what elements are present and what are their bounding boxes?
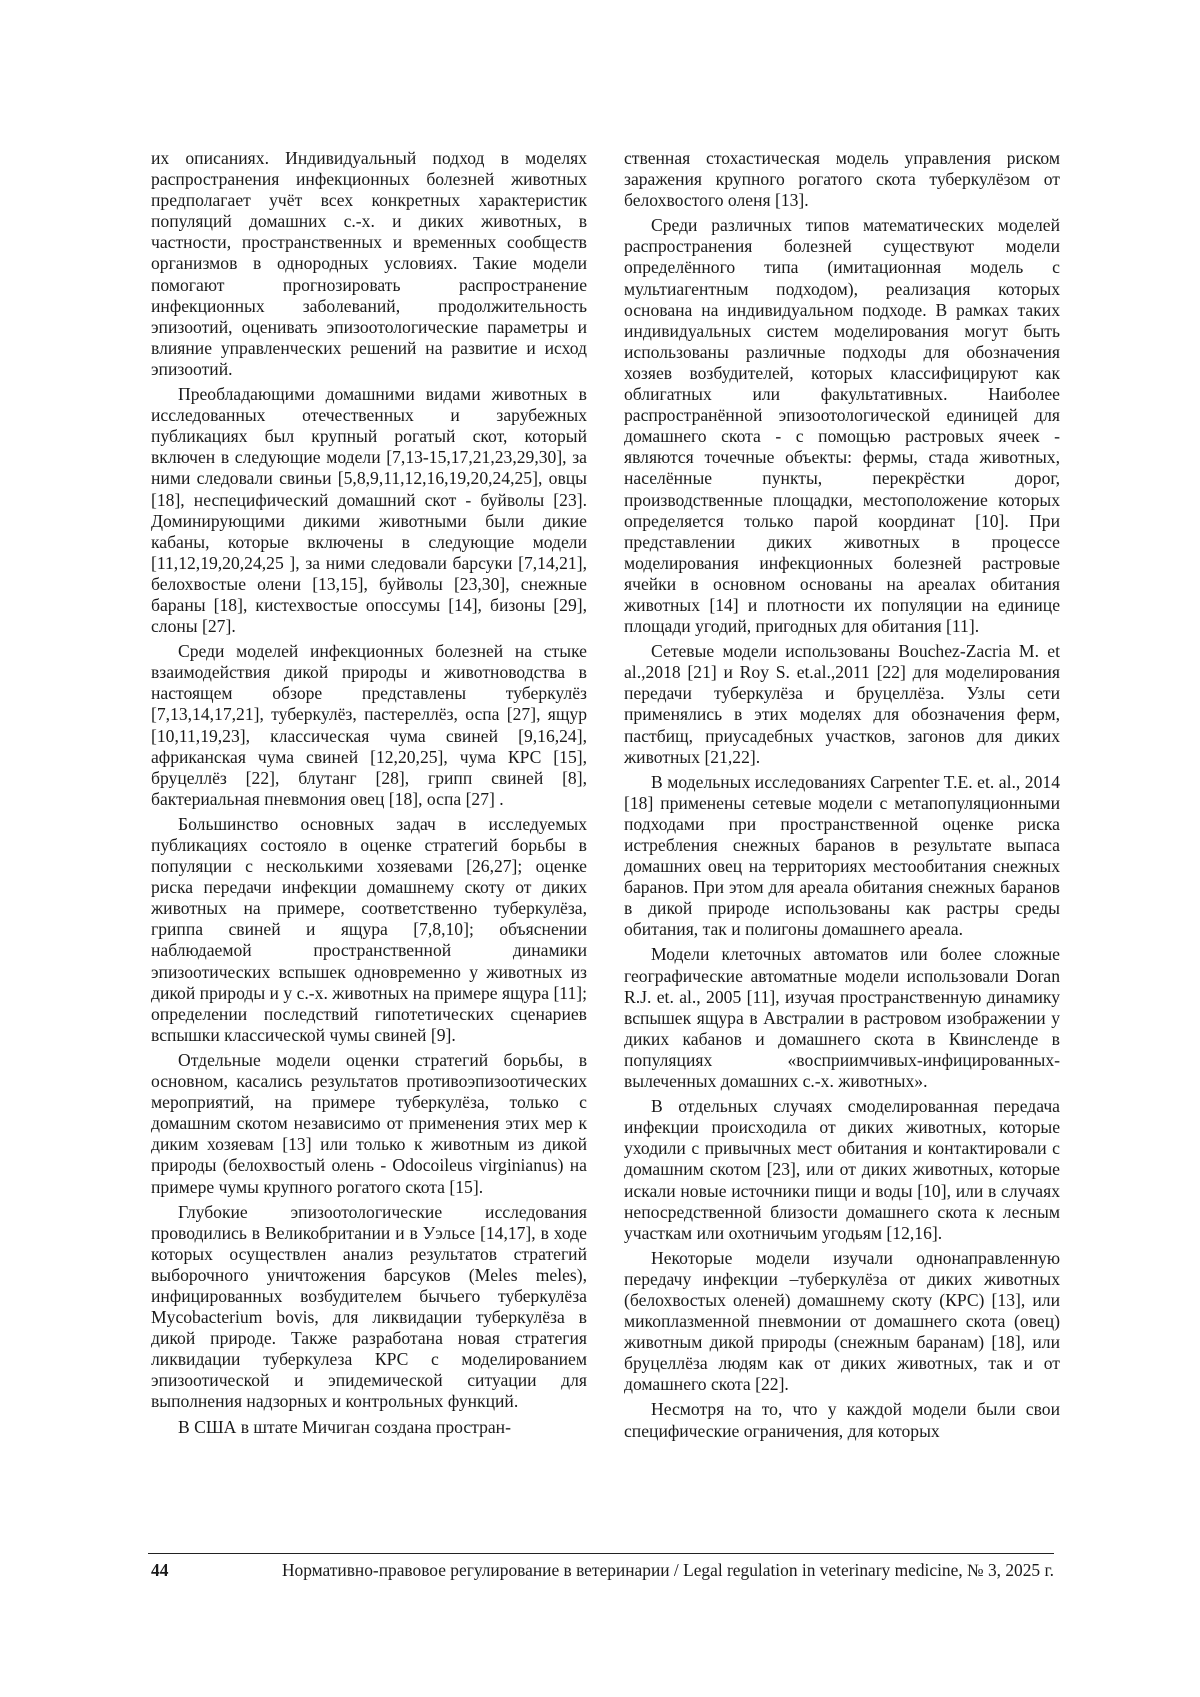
right-column [624,148,1060,1446]
paragraph: Большинство основных задач в исследуемых публикациях состояло в оценке стратегий борьбы в популяции с несколькими хозяевами [26,27]; оценке риска передачи инфекции домашнему скоту от диких животных на примере, соответственно туберкулёза, гриппа свиней и ящура [7,8,10]; объяснении наблюдаемой пространственной динамики эпизоотических вспышек одновременно у животных из дикой природы и у с.-х. животных на примере ящура [11]; определении последствий гипотетических сценариев вспышки классической чумы свиней [9]. [151,814,587,1046]
paragraph: Среди различных типов математических моделей распространения болезней существуют модели определённого типа (имитационная модель с мультиагентным подходом), реализация которых основана на индивидуальном подходе. В рамках таких индивидуальных систем моделирования могут быть использованы различные подходы для обозначения хозяев возбудителей, которых классифицируют как облигатных или факультативных. Наиболее распространённой эпизоотологической единицей для домашнего скота - с помощью растровых ячеек - являются точечные объекты: фермы, стада животных, населённые пункты, перекрёстки дорог, производственные площадки, местоположение которых определяется только парой координат [10]. При представлении диких животных в процессе моделирования инфекционных болезней растровые ячейки в основном основаны на ареалах обитания животных [14] и плотности их популяции на единице площади угодий, пригодных для обитания [11]. [624,215,1060,637]
paragraph: Глубокие эпизоотологические исследования проводились в Великобритании и в Уэльсе [14,17], в ходе которых осуществлен анализ результатов стратегий выборочного уничтожения барсуков (Meles meles), инфицированных возбудителем бычьего туберкулёза Mycobacterium bovis, для ликвидации туберкулёза в дикой природе. Также разработана новая стратегия ликвидации туберкулеза КРС с моделированием эпизоотической и эпидемической ситуации для выполнения надзорных и контрольных функций. [151,1202,587,1413]
paragraph: Несмотря на то, что у каждой модели были свои специфические ограничения, для которых [624,1399,1060,1441]
paragraph: Сетевые модели использованы Bouchez-Zacria M. et al.,2018 [21] и Roy S. et.al.,2011 [22] для моделирования передачи туберкулёза и бруцеллёза. Узлы сети применялись в этих моделях для обозначения ферм, пастбищ, приусадебных участков, загонов для диких животных [21,22]. [624,641,1060,768]
page-number: 44 [151,1559,168,1581]
paragraph: ственная стохастическая модель управления риском заражения крупного рогатого скота туберкулёзом от белохвостого оленя [13]. [624,148,1060,211]
journal-title: Нормативно-правовое регулирование в ветеринарии / Legal regulation in veterinary medicine, № 3, 2025 г. [282,1559,1054,1581]
paragraph: Среди моделей инфекционных болезней на стыке взаимодействия дикой природы и животноводства в настоящем обзоре представлены туберкулёз [7,13,14,17,21], туберкулёз, пастереллёз, оспа [27], ящур [10,11,19,23], классическая чума свиней [9,16,24], африканская чума свиней [12,20,25], чума КРС [15], бруцеллёз [22], блутанг [28], грипп свиней [8], бактериальная пневмония овец [18], оспа [27] . [151,641,587,810]
left-column [151,148,587,1442]
paragraph: В США в штате Мичиган создана простран- [151,1417,587,1438]
paragraph: их описаниях. Индивидуальный подход в моделях распространения инфекционных болезней животных предполагает учёт всех конкретных характеристик популяций домашних с.-х. и диких животных, в частности, пространственных и временных сообществ организмов в однородных условиях. Такие модели помогают прогнозировать распространение инфекционных заболеваний, продолжительность эпизоотий, оценивать эпизоотологические параметры и влияние управленческих решений на развитие и исход эпизоотий. [151,148,587,380]
paragraph: Некоторые модели изучали однонаправленную передачу инфекции –туберкулёза от диких животных (белохвостых оленей) домашнему скоту (КРС) [13], или микоплазменной пневмонии от домашнего скота (овец) животным дикой природы (снежным баранам) [18], или бруцеллёза людям как от диких животных, так и от домашнего скота [22]. [624,1248,1060,1396]
paragraph: В модельных исследованиях Carpenter T.E. et. al., 2014 [18] применены сетевые модели с метапопуляционными подходами при пространственной оценке риска истребления снежных баранов в результате выпаса домашних овец на территориях местообитания снежных баранов. При этом для ареала обитания снежных баранов в дикой природе использованы как растры среды обитания, так и полигоны домашнего ареала. [624,772,1060,941]
paragraph: В отдельных случаях смоделированная передача инфекции происходила от диких животных, которые уходили с привычных мест обитания и контактировали с домашним скотом [23], или от диких животных, которые искали новые источники пищи и воды [10], или в случаях непосредственной близости домашнего скота к лесным участкам или охотничьим угодьям [12,16]. [624,1096,1060,1244]
paragraph: Отдельные модели оценки стратегий борьбы, в основном, касались результатов противоэпизоотических мероприятий, на примере туберкулёза, только с домашним скотом независимо от применения этих мер к диким хозяевам [13] или только к животным из дикой природы (белохвостый олень - Odocoileus virginianus) на примере чумы крупного рогатого скота [15]. [151,1050,587,1198]
paragraph: Преобладающими домашними видами животных в исследованных отечественных и зарубежных публикациях был крупный рогатый скот, который включен в следующие модели [7,13-15,17,21,23,29,30], за ними следовали свиньи [5,8,9,11,12,16,19,20,24,25], овцы [18], неспецифический домашний скот - буйволы [23]. Доминирующими дикими животными были дикие кабаны, которые включены в следующие модели [11,12,19,20,24,25 ], за ними следовали барсуки [7,14,21], белохвостые олени [13,15], буйволы [23,30], снежные бараны [18], кистехвостые опоссумы [14], бизоны [29], слоны [27]. [151,384,587,637]
paragraph: Модели клеточных автоматов или более сложные географические автоматные модели использовали Doran R.J. et. al., 2005 [11], изучая пространственную динамику вспышек ящура в Австралии в растровом изображении у диких кабанов и домашнего скота в Квинсленде в популяциях «восприимчивых-инфицированных-вылеченных домашних с.-х. животных». [624,944,1060,1092]
footer-divider [148,1553,1054,1554]
